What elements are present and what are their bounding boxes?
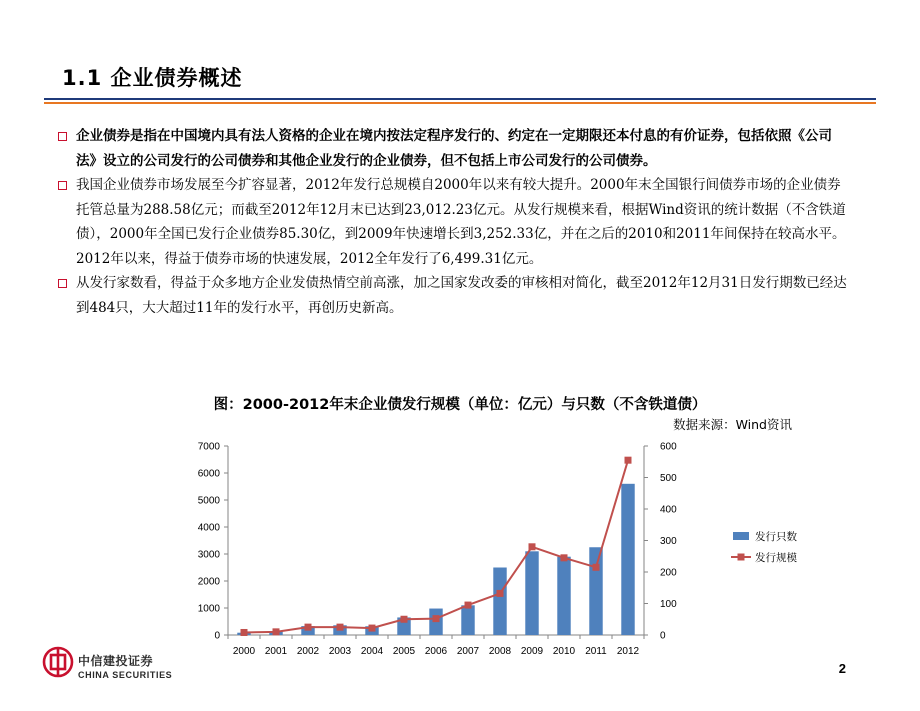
- point-issuance-scale: [465, 602, 472, 609]
- x-tick-label: 2007: [456, 646, 480, 657]
- citic-logo-icon: [42, 646, 74, 678]
- x-tick-label: 2004: [360, 646, 384, 657]
- point-issuance-scale: [625, 457, 632, 464]
- x-tick-label: 2009: [520, 646, 544, 657]
- legend-label-line: 发行规模: [755, 552, 797, 564]
- point-issuance-scale: [497, 590, 504, 597]
- slide-title: 1.1 企业债券概述: [62, 66, 243, 90]
- point-issuance-scale: [337, 624, 344, 631]
- point-issuance-scale: [369, 625, 376, 632]
- y-left-tick-label: 5000: [197, 495, 220, 507]
- x-tick-label: 2001: [264, 646, 288, 657]
- x-tick-label: 2012: [616, 646, 640, 657]
- legend-label-bar: 发行只数: [755, 531, 797, 543]
- y-left-tick-label: 2000: [197, 576, 220, 588]
- point-issuance-scale: [273, 628, 280, 635]
- bar-issuance-count: [589, 547, 602, 635]
- y-left-tick-label: 3000: [197, 549, 220, 561]
- bar-issuance-count: [557, 557, 570, 635]
- bar-issuance-count: [525, 551, 538, 635]
- chart-source: 数据来源：Wind资讯: [673, 417, 792, 432]
- y-right-tick-label: 200: [660, 567, 677, 579]
- y-left-tick-label: 7000: [197, 441, 220, 453]
- bullet-text: 企业债券是指在中国境内具有法人资格的企业在境内按法定程序发行的、约定在一定期限还本付息的有价证券，包括依照《公司法》设立的公司发行的公司债券和其他企业发行的企业债券，但不包括上市公司发行的公司债券。: [76, 128, 832, 169]
- company-logo: [42, 646, 187, 692]
- bar-issuance-count: [621, 484, 634, 635]
- bullet-text: 从发行家数看，得益于众多地方企业发债热情空前高涨，加之国家发改委的审核相对简化，截至2012年12月31日发行期数已经达到484只，大大超过11年的发行水平，再创历史新高。: [76, 275, 847, 316]
- chart-title: 图：2000-2012年末企业债发行规模（单位：亿元）与只数（不含铁道债）: [213, 397, 707, 413]
- bar-issuance-count: [493, 568, 506, 636]
- x-tick-label: 2003: [328, 646, 352, 657]
- y-right-tick-label: 100: [660, 599, 677, 610]
- page-number: 2: [838, 661, 846, 676]
- x-tick-label: 2006: [424, 646, 448, 657]
- x-tick-label: 2010: [552, 646, 576, 657]
- point-issuance-scale: [433, 615, 440, 622]
- y-left-tick-label: 4000: [197, 522, 220, 534]
- x-tick-label: 2011: [585, 646, 607, 657]
- legend-swatch-marker: [738, 554, 745, 561]
- y-left-tick-label: 0: [214, 630, 220, 642]
- point-issuance-scale: [529, 543, 536, 550]
- logo-name-cn: 中信建投证券: [78, 654, 154, 668]
- point-issuance-scale: [401, 616, 408, 623]
- y-right-tick-label: 400: [660, 504, 677, 516]
- x-tick-label: 2002: [296, 646, 320, 657]
- bar-issuance-count: [461, 605, 474, 635]
- y-right-tick-label: 0: [660, 630, 666, 642]
- point-issuance-scale: [305, 624, 312, 631]
- y-right-tick-label: 500: [660, 473, 677, 484]
- y-left-tick-label: 6000: [197, 468, 220, 480]
- x-tick-label: 2005: [392, 646, 416, 657]
- logo-name-en: CHINA SECURITIES: [78, 670, 173, 680]
- y-left-tick-label: 1000: [197, 603, 220, 615]
- y-right-tick-label: 600: [660, 441, 677, 453]
- point-issuance-scale: [593, 564, 600, 571]
- x-tick-label: 2000: [232, 646, 256, 657]
- point-issuance-scale: [241, 629, 248, 636]
- legend-swatch-bar: [733, 532, 749, 540]
- bullet-text: 我国企业债券市场发展至今扩容显著，2012年发行总规模自2000年以来有较大提升。2000年末全国银行间债券市场的企业债券托管总量为288.58亿元；而截至2012年12月末已达到23,012.23亿元。从发行规模来看，根据Wind资讯的统计数据（不含铁道债），2000年全国已发行企业债券85.30亿，到2009年快速增长到3,252.33亿，并在之后的2010和2011年间保持在较高水平。2012年以来，得益于债券市场的快速发展，2012全年发行了6,499.31亿元。: [76, 177, 846, 267]
- y-right-tick-label: 300: [660, 536, 677, 547]
- x-tick-label: 2008: [488, 646, 512, 657]
- point-issuance-scale: [561, 554, 568, 561]
